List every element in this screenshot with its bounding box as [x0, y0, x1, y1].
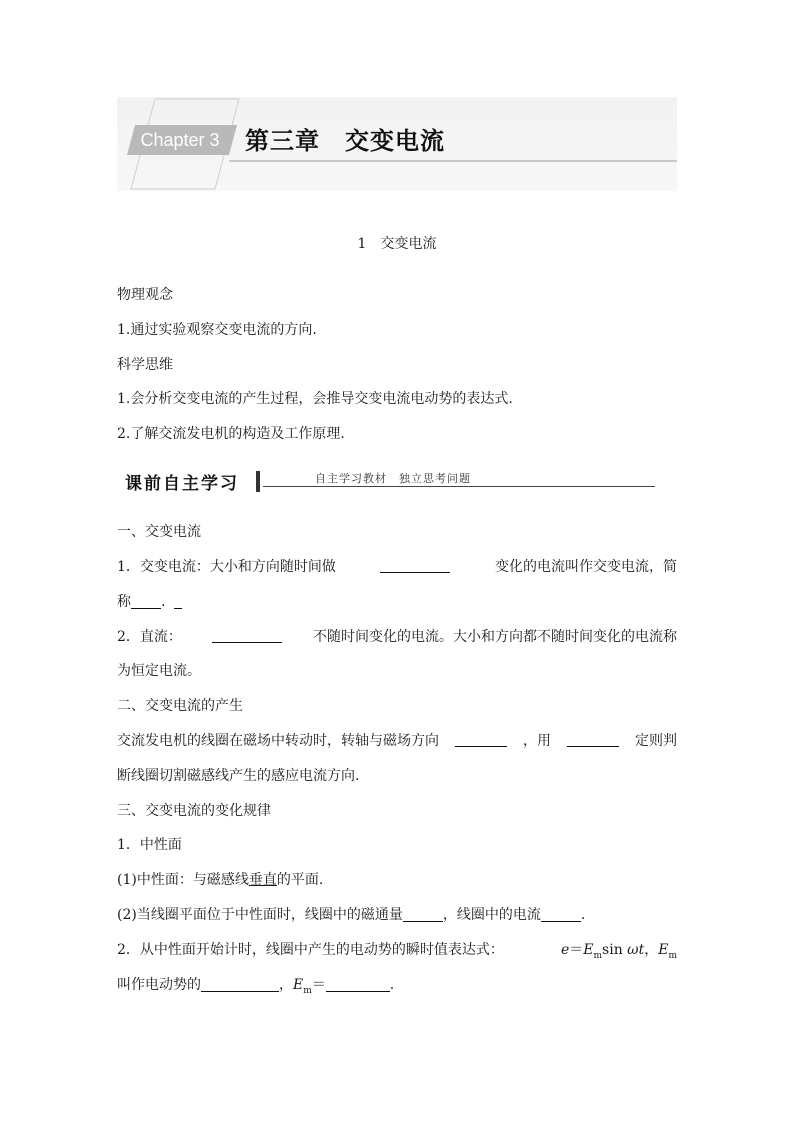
fill-blank[interactable] — [403, 906, 443, 922]
objective-item: 1.会分析交变电流的产生过程，会推导交变电流电动势的表达式. — [117, 391, 513, 407]
text-segment: 称 — [117, 594, 131, 610]
heading-ac-generation: 二、交变电流的产生 — [117, 698, 243, 714]
paragraph-generator — [117, 731, 677, 751]
formula-e: e — [560, 942, 570, 958]
paragraph-dc-definition-cont: 为恒定电流。 — [117, 663, 201, 679]
chapter-label: Chapter 3 — [140, 130, 220, 150]
text-segment: 2．直流： — [117, 629, 182, 645]
text-segment: 定则判 — [635, 733, 677, 749]
paragraph-ac-definition — [117, 557, 677, 577]
formula-E: E — [293, 977, 304, 993]
fill-blank[interactable] — [201, 976, 279, 992]
fill-blank[interactable] — [131, 593, 161, 609]
text-segment: 1．交变电流：大小和方向随时间做 — [117, 559, 336, 575]
formula-eq: ＝ — [311, 977, 326, 993]
fill-blank[interactable] — [567, 731, 619, 747]
section-divider-mark — [256, 471, 260, 492]
paragraph-emf-peak — [117, 975, 394, 1001]
formula-sin: sin — [602, 942, 628, 958]
paragraph-neutral-plane-flux — [117, 905, 585, 925]
formula-sub-m: m — [668, 950, 677, 961]
formula-eq: ＝ — [569, 942, 584, 958]
section-rule — [263, 486, 655, 487]
fill-blank[interactable] — [541, 906, 581, 922]
text-segment: (1)中性面：与磁感线 — [117, 872, 249, 888]
objective-heading-thinking: 科学思维 — [117, 357, 173, 373]
text-segment: ，线圈中的电流 — [442, 907, 541, 923]
formula-comma: ， — [644, 942, 659, 958]
text-segment: ， — [279, 977, 293, 993]
text-segment: 2．从中性面开始计时，线圈中产生的电动势的瞬时值表达式： — [117, 942, 504, 958]
text-segment: 不随时间变化的电流。大小和方向都不随时间变化的电流称 — [312, 629, 677, 645]
subheading-neutral-plane: 1．中性面 — [117, 837, 182, 853]
section-subtitle: 自主学习教材 独立思考问题 — [315, 472, 471, 485]
text-segment: 的平面. — [276, 872, 324, 888]
section-title: 课前自主学习 — [125, 474, 239, 494]
text-segment: . — [580, 907, 586, 923]
objective-item: 2.了解交流发电机的构造及工作原理. — [117, 426, 345, 442]
text-segment: 叫作电动势的 — [117, 977, 201, 993]
formula-sub-m: m — [593, 950, 603, 961]
lesson-title: 1 交变电流 — [357, 236, 437, 252]
heading-ac-variation: 三、交变电流的变化规律 — [117, 803, 271, 819]
paragraph-ac-definition-cont — [117, 592, 182, 612]
fill-blank[interactable] — [326, 976, 390, 992]
paragraph-emf-expression — [117, 940, 677, 966]
paragraph-neutral-plane-definition — [117, 870, 323, 890]
fill-blank[interactable] — [212, 627, 282, 643]
text-segment: . — [161, 594, 166, 610]
fill-blank[interactable] — [380, 557, 450, 573]
text-segment: ，用 — [523, 733, 551, 749]
objective-item: 1.通过实验观察交变电流的方向. — [117, 322, 317, 338]
formula-E: E — [658, 942, 669, 958]
section-header — [117, 468, 657, 494]
chapter-banner — [117, 97, 677, 191]
formula-omega-t: ωt — [627, 942, 645, 958]
emf-formula — [561, 940, 677, 966]
fill-blank[interactable] — [174, 593, 182, 609]
objective-heading-physics: 物理观念 — [117, 287, 173, 303]
chapter-title: 第三章 交变电流 — [245, 127, 445, 155]
paragraph-dc-definition — [117, 627, 677, 647]
heading-ac-current: 一、交变电流 — [117, 524, 201, 540]
formula-E: E — [583, 942, 594, 958]
answer-underlined: 垂直 — [248, 872, 277, 888]
text-segment: 交流发电机的线圈在磁场中转动时，转轴与磁场方向 — [117, 733, 439, 749]
formula-sub-m: m — [303, 985, 312, 996]
paragraph-generator-cont: 断线圈切割磁感线产生的感应电流方向. — [117, 768, 360, 784]
text-segment: (2)当线圈平面位于中性面时，线圈中的磁通量 — [117, 907, 403, 923]
text-segment: . — [389, 977, 395, 993]
fill-blank[interactable] — [455, 731, 507, 747]
text-segment: 变化的电流叫作交变电流，简 — [494, 559, 677, 575]
